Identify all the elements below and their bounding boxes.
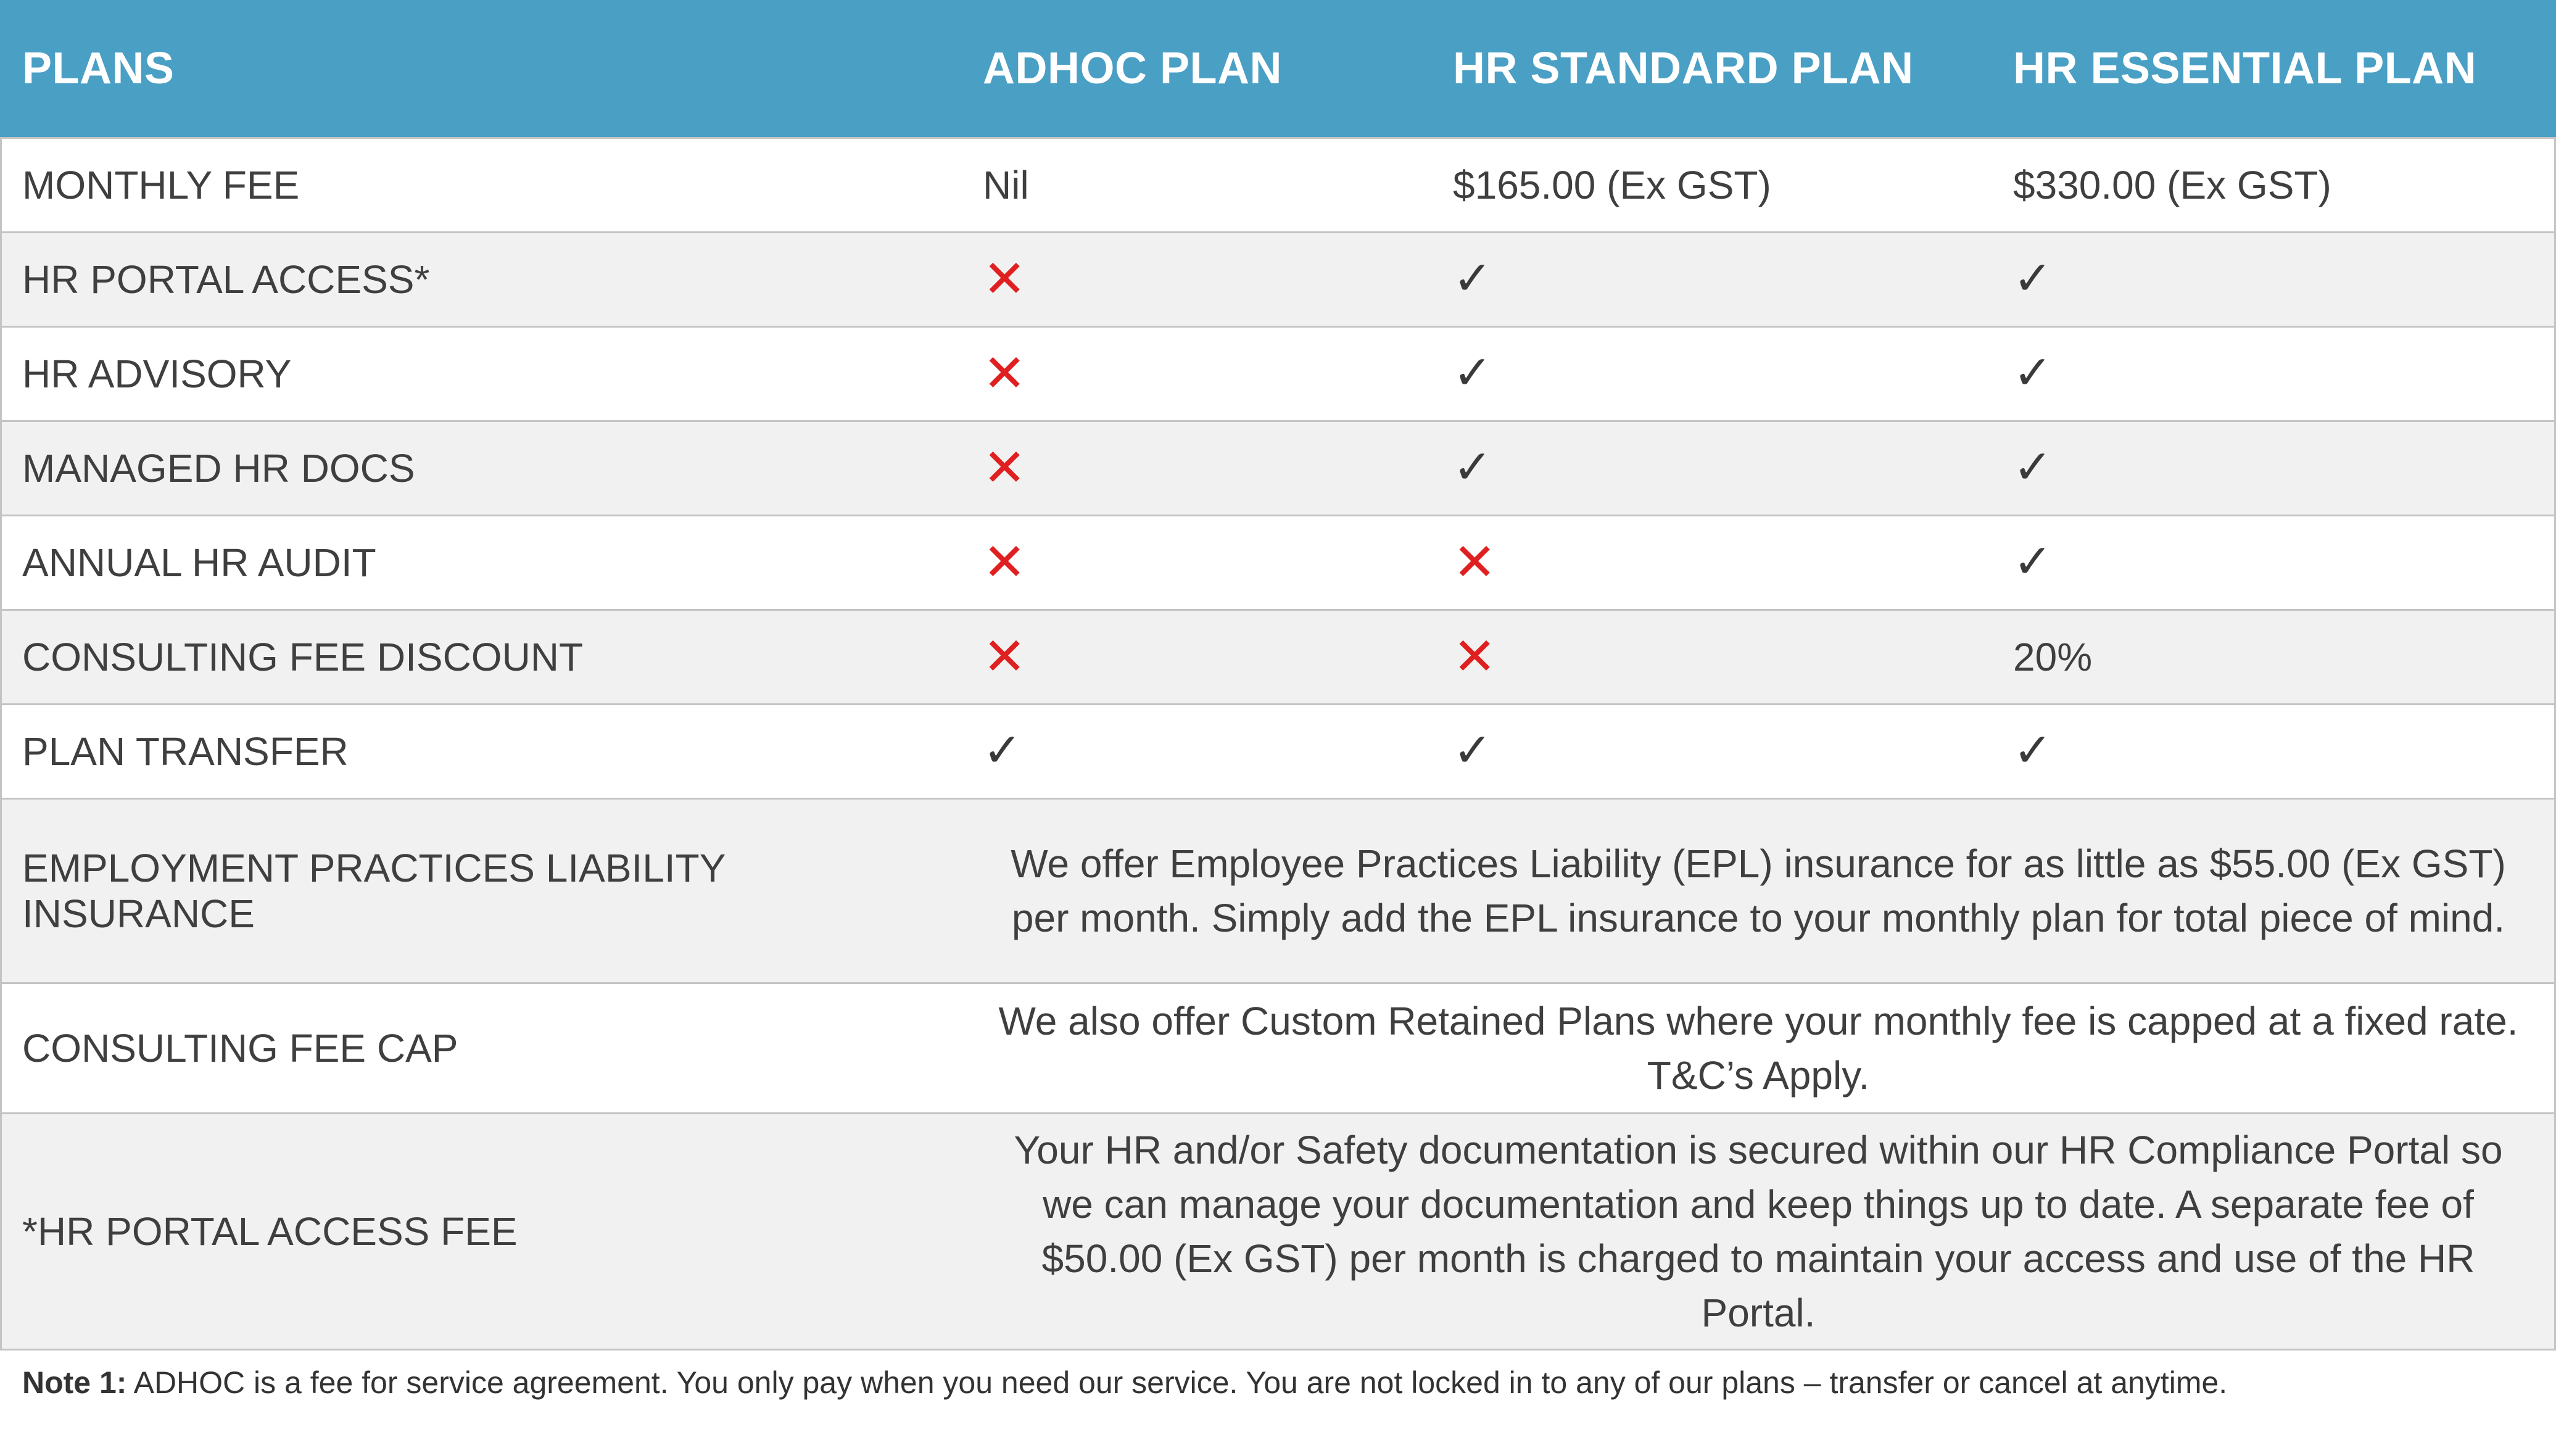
cross-icon: ✕	[1453, 627, 1497, 685]
footnote	[22, 1365, 2227, 1400]
cross-icon: ✕	[983, 627, 1027, 685]
cross-icon: ✕	[983, 533, 1027, 591]
check-icon: ✓	[2013, 536, 2053, 588]
row-hr-advisory	[0, 327, 2556, 421]
row-consulting-fee-cap	[0, 983, 2556, 1114]
row-managed-hr-docs	[0, 421, 2556, 516]
cell-standard: $165.00 (Ex GST)	[1431, 138, 1991, 233]
row-label: MONTHLY FEE	[0, 138, 961, 233]
row-hr-portal-access	[0, 233, 2556, 327]
cell-essential: $330.00 (Ex GST)	[1991, 138, 2556, 233]
note-prefix: Note 1:	[22, 1365, 127, 1400]
cross-icon: ✕	[1453, 533, 1497, 591]
cell-adhoc: Nil	[961, 138, 1431, 233]
row-epl-insurance	[0, 799, 2556, 983]
header-row	[0, 0, 2556, 138]
row-label: *HR PORTAL ACCESS FEE	[0, 1114, 961, 1350]
check-icon: ✓	[2013, 252, 2053, 305]
cross-icon: ✕	[983, 250, 1027, 308]
row-label: PLAN TRANSFER	[0, 705, 961, 799]
row-consulting-fee-discount	[0, 610, 2556, 705]
note-text: ADHOC is a fee for service agreement. You only pay when you need our service. You are not locked in to any of our plans – transfer or cancel at anytime.	[126, 1365, 2228, 1400]
row-label: CONSULTING FEE CAP	[0, 983, 961, 1114]
cross-icon: ✕	[983, 344, 1027, 402]
row-plan-transfer	[0, 705, 2556, 799]
check-icon: ✓	[2013, 347, 2053, 399]
cross-icon: ✕	[983, 439, 1027, 497]
check-icon: ✓	[1453, 347, 1492, 399]
check-icon: ✓	[2013, 724, 2053, 777]
cell-essential: 20%	[1991, 610, 2556, 705]
check-icon: ✓	[983, 724, 1022, 777]
row-label: MANAGED HR DOCS	[0, 421, 961, 516]
row-hr-portal-access-fee	[0, 1114, 2556, 1350]
epl-description: We offer Employee Practices Liability (EPL) insurance for as little as $55.00 (Ex GST) per month. Simply add the EPL insurance to your monthly plan for total piece of mind.	[961, 799, 2556, 983]
row-label: HR ADVISORY	[0, 327, 961, 421]
fee-cap-description: We also offer Custom Retained Plans where your monthly fee is capped at a fixed rate. T&C’s Apply.	[961, 983, 2556, 1114]
row-annual-hr-audit	[0, 516, 2556, 610]
header-hr-standard-plan: HR STANDARD PLAN	[1431, 0, 1991, 138]
check-icon: ✓	[2013, 441, 2053, 494]
row-label: ANNUAL HR AUDIT	[0, 516, 961, 610]
header-hr-essential-plan: HR ESSENTIAL PLAN	[1991, 0, 2556, 138]
portal-fee-description: Your HR and/or Safety documentation is secured within our HR Compliance Portal so we can manage your documentation and keep things up to date. A separate fee of $50.00 (Ex GST) per month is charged to maintain your access and use of the HR Portal.	[961, 1114, 2556, 1350]
check-icon: ✓	[1453, 441, 1492, 494]
row-label: EMPLOYMENT PRACTICES LIABILITY INSURANCE	[0, 799, 961, 983]
check-icon: ✓	[1453, 252, 1492, 305]
header-plans: PLANS	[0, 0, 961, 138]
table-left-border	[0, 137, 2, 1351]
row-label: CONSULTING FEE DISCOUNT	[0, 610, 961, 705]
row-label: HR PORTAL ACCESS*	[0, 233, 961, 327]
header-adhoc-plan: ADHOC PLAN	[961, 0, 1431, 138]
row-monthly-fee	[0, 138, 2556, 233]
check-icon: ✓	[1453, 724, 1492, 777]
